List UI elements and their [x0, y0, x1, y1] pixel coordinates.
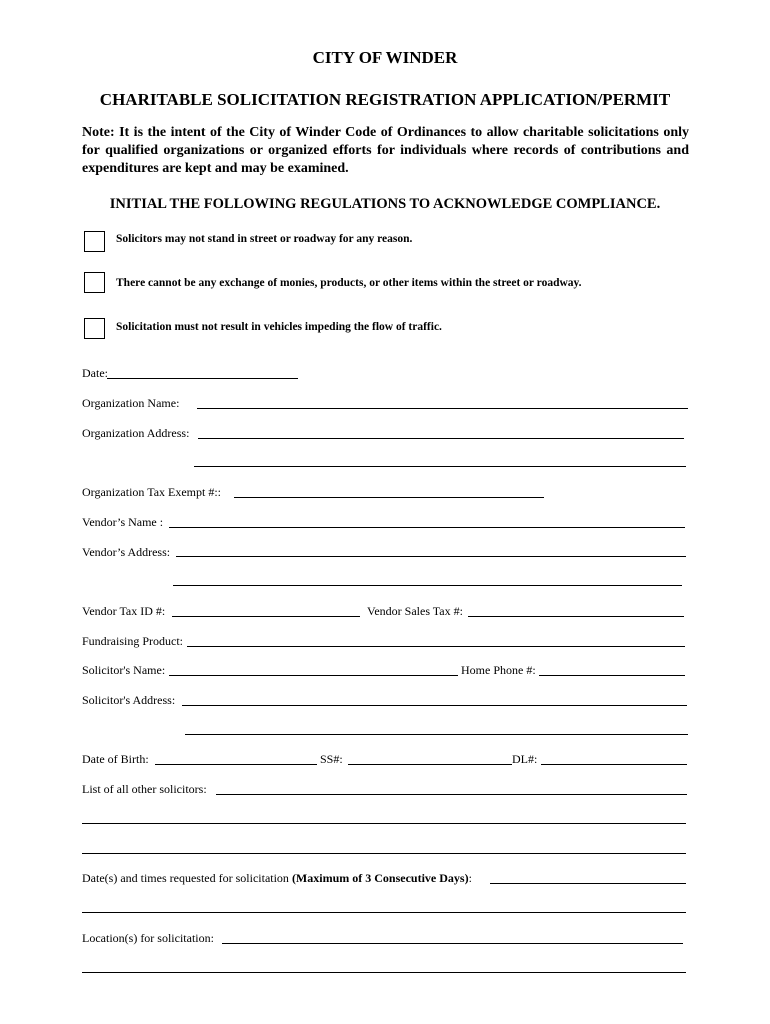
ss-field[interactable] [348, 764, 512, 765]
regulation-3-text: Solicitation must not result in vehicles impeding the flow of traffic. [116, 321, 442, 333]
org-tax-exempt-field[interactable] [234, 497, 544, 498]
date-label: Date: [82, 366, 108, 380]
org-address-label: Organization Address: [82, 426, 190, 440]
regulation-1-text: Solicitors may not stand in street or roadway for any reason. [116, 233, 413, 245]
vendor-tax-id-field[interactable] [172, 616, 360, 617]
org-name-label: Organization Name: [82, 396, 180, 410]
other-solicitors-field-line2[interactable] [82, 823, 686, 824]
locations-field-line2[interactable] [82, 972, 686, 973]
other-solicitors-field-line3[interactable] [82, 853, 686, 854]
vendor-address-label: Vendor’s Address: [82, 545, 171, 559]
vendor-address-field[interactable] [176, 556, 686, 557]
regulation-2-text: There cannot be any exchange of monies, products, or other items within the street or roadway. [116, 277, 582, 289]
ss-label: SS#: [320, 752, 343, 766]
form-title: CHARITABLE SOLICITATION REGISTRATION APPLICATION/PERMIT [99, 90, 671, 109]
date-of-birth-label: Date of Birth: [82, 752, 149, 766]
dates-times-field[interactable] [490, 883, 686, 884]
dl-label: DL#: [512, 752, 538, 766]
home-phone-label: Home Phone #: [461, 663, 536, 677]
regulations-heading: INITIAL THE FOLLOWING REGULATIONS TO ACKNOWLEDGE COMPLIANCE. [109, 196, 661, 212]
org-name-field[interactable] [197, 408, 688, 409]
regulation-2-checkbox[interactable] [84, 272, 105, 293]
vendor-address-field-line2[interactable] [173, 585, 682, 586]
solicitor-address-label: Solicitor's Address: [82, 693, 176, 707]
org-address-field[interactable] [198, 438, 684, 439]
solicitor-address-field[interactable] [182, 705, 687, 706]
vendor-name-field[interactable] [169, 527, 685, 528]
locations-label: Location(s) for solicitation: [82, 931, 214, 945]
vendor-name-label: Vendor’s Name : [82, 515, 164, 529]
home-phone-field[interactable] [539, 675, 685, 676]
dates-times-field-line2[interactable] [82, 912, 686, 913]
org-address-field-line2[interactable] [194, 466, 686, 467]
intent-note: Note: It is the intent of the City of Winder Code of Ordinances to allow charitable solicitations only for qualified organizations or organized efforts for individuals where records of contributions and expenditures are kept and may be examined. [82, 125, 689, 176]
other-solicitors-field[interactable] [216, 794, 687, 795]
solicitor-address-field-line2[interactable] [185, 734, 688, 735]
date-field[interactable] [107, 378, 298, 379]
solicitor-name-label: Solicitor's Name: [82, 663, 166, 677]
org-tax-exempt-label: Organization Tax Exempt #:: [82, 485, 222, 499]
locations-field[interactable] [222, 943, 683, 944]
dates-times-label: Date(s) and times requested for solicitation (Maximum of 3 Consecutive Days): [82, 871, 472, 885]
other-solicitors-label: List of all other solicitors: [82, 782, 207, 796]
vendor-tax-id-label: Vendor Tax ID #: [82, 604, 166, 618]
regulation-1-checkbox[interactable] [84, 231, 105, 252]
max-days-note: (Maximum of 3 Consecutive Days) [291, 871, 469, 885]
dl-field[interactable] [541, 764, 687, 765]
fundraising-product-field[interactable] [187, 646, 685, 647]
date-of-birth-field[interactable] [155, 764, 317, 765]
solicitor-name-field[interactable] [169, 675, 458, 676]
fundraising-product-label: Fundraising Product: [82, 634, 183, 648]
vendor-sales-tax-label: Vendor Sales Tax #: [367, 604, 463, 618]
city-title: CITY OF WINDER [312, 48, 458, 67]
regulation-3-checkbox[interactable] [84, 318, 105, 339]
vendor-sales-tax-field[interactable] [468, 616, 684, 617]
